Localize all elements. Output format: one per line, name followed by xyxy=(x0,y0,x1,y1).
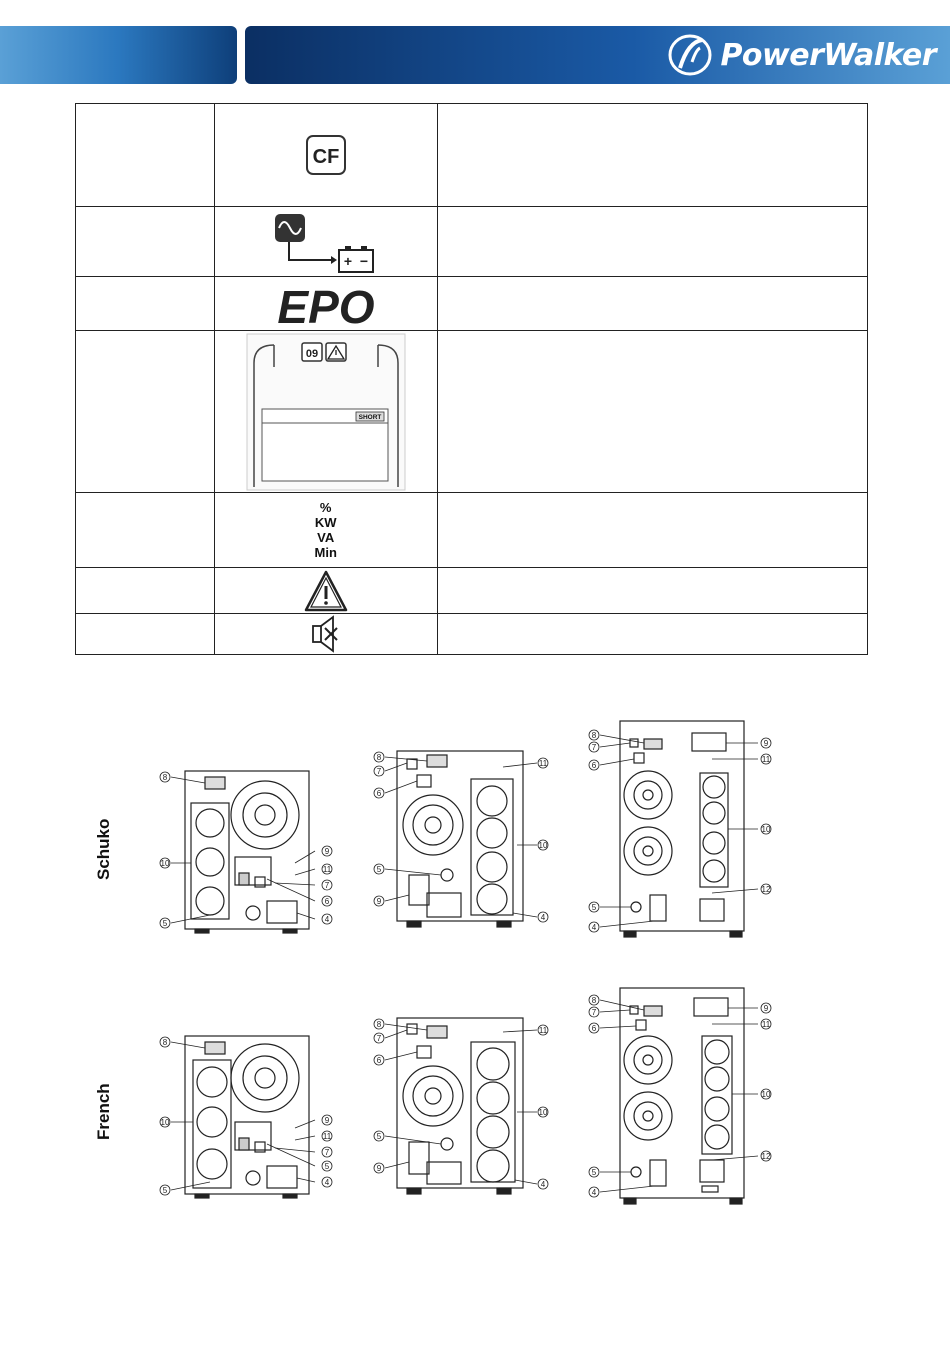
svg-text:10: 10 xyxy=(538,841,548,850)
svg-text:4: 4 xyxy=(540,1180,546,1189)
svg-text:10: 10 xyxy=(160,1118,170,1127)
svg-text:10: 10 xyxy=(538,1108,548,1117)
sine-to-battery-icon xyxy=(271,210,381,274)
svg-text:4: 4 xyxy=(591,1188,597,1197)
schuko-medium-rear-panel xyxy=(367,745,557,940)
svg-text:12: 12 xyxy=(761,885,771,894)
svg-text:8: 8 xyxy=(376,1020,382,1029)
warning-icon xyxy=(303,569,349,613)
table-row xyxy=(76,277,868,331)
french-small-rear-panel xyxy=(155,1030,345,1205)
svg-text:6: 6 xyxy=(324,897,330,906)
table-row xyxy=(76,207,868,277)
svg-text:4: 4 xyxy=(324,1178,330,1187)
svg-text:11: 11 xyxy=(538,1026,548,1035)
cf-display-icon xyxy=(305,134,347,176)
svg-text:CF: CF xyxy=(312,146,340,168)
svg-text:9: 9 xyxy=(763,1004,769,1013)
powerwalker-swoosh-icon xyxy=(666,32,714,78)
svg-text:12: 12 xyxy=(761,1152,771,1161)
icon-table xyxy=(75,103,868,655)
svg-text:7: 7 xyxy=(591,743,597,752)
svg-text:11: 11 xyxy=(322,865,332,874)
svg-text:7: 7 xyxy=(324,881,330,890)
svg-text:+: + xyxy=(343,252,352,269)
brand-name: PowerWalker xyxy=(720,37,936,73)
table-row xyxy=(76,331,868,493)
svg-text:5: 5 xyxy=(591,1168,597,1177)
svg-text:10: 10 xyxy=(761,1090,771,1099)
svg-text:8: 8 xyxy=(162,773,168,782)
svg-text:10: 10 xyxy=(160,859,170,868)
french-large-rear-panel xyxy=(582,982,782,1212)
svg-text:9: 9 xyxy=(376,1164,382,1173)
french-medium-rear-panel xyxy=(367,1012,557,1207)
svg-text:8: 8 xyxy=(376,753,382,762)
svg-text:6: 6 xyxy=(591,761,597,770)
svg-text:6: 6 xyxy=(591,1024,597,1033)
svg-text:5: 5 xyxy=(162,919,168,928)
table-row xyxy=(76,104,868,207)
units-icon: % KW VA Min xyxy=(314,500,337,560)
svg-text:9: 9 xyxy=(376,897,382,906)
table-row xyxy=(76,493,868,568)
svg-text:9: 9 xyxy=(763,739,769,748)
epo-display-icon xyxy=(276,279,376,329)
svg-text:11: 11 xyxy=(761,1020,771,1029)
svg-text:8: 8 xyxy=(591,996,597,1005)
svg-text:5: 5 xyxy=(376,865,382,874)
schuko-small-rear-panel xyxy=(155,765,345,940)
svg-text:9: 9 xyxy=(324,1116,330,1125)
schuko-large-rear-panel xyxy=(582,715,782,945)
svg-text:−: − xyxy=(359,252,368,269)
svg-text:5: 5 xyxy=(324,1162,330,1171)
svg-text:7: 7 xyxy=(591,1008,597,1017)
svg-text:4: 4 xyxy=(324,915,330,924)
svg-text:4: 4 xyxy=(591,923,597,932)
svg-text:5: 5 xyxy=(376,1132,382,1141)
svg-text:SHORT: SHORT xyxy=(358,413,382,421)
schuko-label: Schuko xyxy=(94,818,113,880)
svg-text:8: 8 xyxy=(591,731,597,740)
svg-text:5: 5 xyxy=(591,903,597,912)
svg-text:7: 7 xyxy=(324,1148,330,1157)
svg-text:6: 6 xyxy=(376,1056,382,1065)
svg-text:7: 7 xyxy=(376,767,382,776)
svg-text:11: 11 xyxy=(322,1132,332,1141)
svg-text:11: 11 xyxy=(538,759,548,768)
svg-text:8: 8 xyxy=(162,1038,168,1047)
svg-text:09: 09 xyxy=(305,347,318,360)
svg-text:11: 11 xyxy=(761,755,771,764)
svg-text:9: 9 xyxy=(324,847,330,856)
table-row xyxy=(76,614,868,655)
header-left-bar xyxy=(0,26,237,84)
svg-text:EPO: EPO xyxy=(277,280,375,329)
table-row xyxy=(76,568,868,614)
french-label: French xyxy=(94,1083,113,1140)
svg-text:5: 5 xyxy=(162,1186,168,1195)
brand-logo xyxy=(666,30,936,80)
fault-screen-icon xyxy=(246,333,406,491)
svg-text:10: 10 xyxy=(761,825,771,834)
svg-text:6: 6 xyxy=(376,789,382,798)
svg-text:4: 4 xyxy=(540,913,546,922)
svg-text:7: 7 xyxy=(376,1034,382,1043)
mute-icon xyxy=(311,614,341,654)
